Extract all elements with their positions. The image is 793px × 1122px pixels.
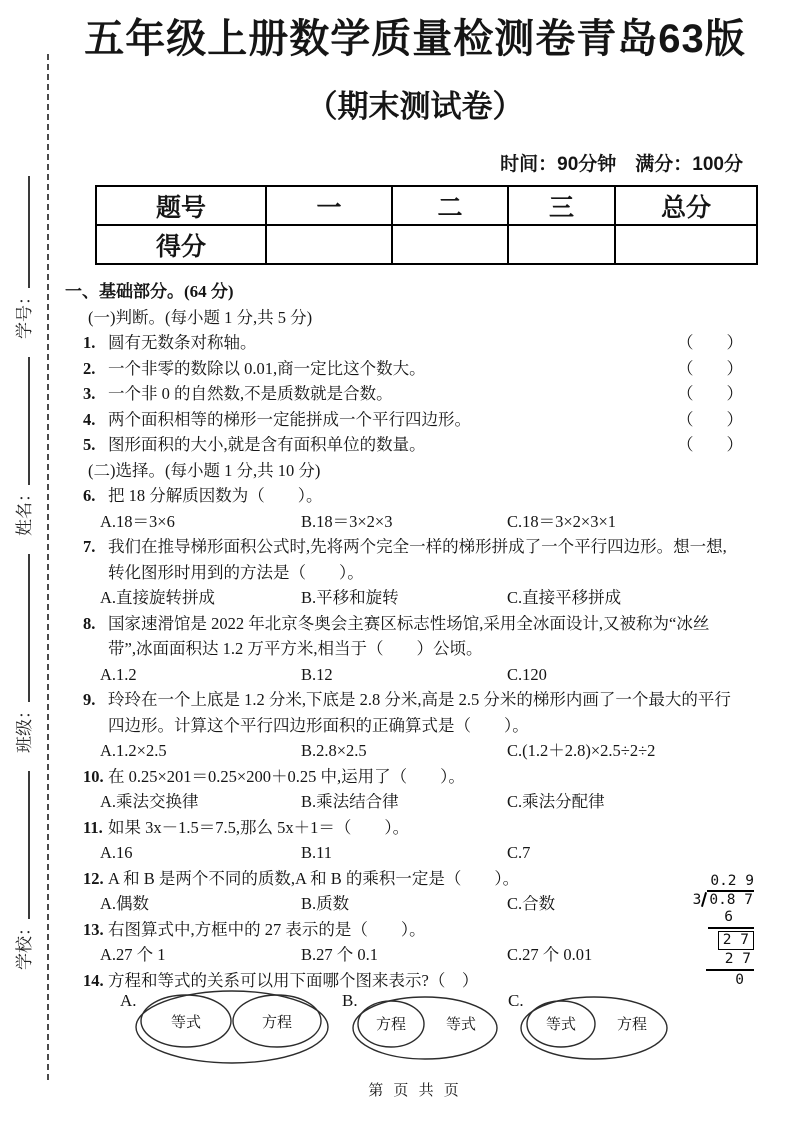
question-number: 2. xyxy=(83,358,96,378)
option-a: A.16 xyxy=(100,843,133,862)
option-b: B.12 xyxy=(301,664,333,684)
judge-section-heading: (一)判断。(每小题 1 分,共 5 分) xyxy=(88,307,313,327)
question-9 xyxy=(65,687,765,713)
venn-diagram-b xyxy=(350,995,500,1061)
question-9-line2: 四边形。计算这个平行四边形面积的正确算式是（ ）。 xyxy=(108,715,529,735)
question-text: 玲玲在一个上底是 1.2 分米,下底是 2.8 分米,高是 2.5 分米的梯形内画了一个最大的平行 xyxy=(108,690,731,709)
question-text: 圆有无数条对称轴。 xyxy=(108,333,257,352)
option-b: B.质数 xyxy=(301,894,350,913)
option-a: A.27 个 1 xyxy=(100,945,166,964)
question-number: 3. xyxy=(83,384,96,403)
question-number: 1. xyxy=(83,333,96,352)
score-header-cell: 二 xyxy=(392,186,508,225)
paper-subtitle: （期末测试卷） xyxy=(306,89,524,124)
question-number: 7. xyxy=(83,537,96,556)
name-field-blank xyxy=(13,357,30,485)
part1-heading: 一、基础部分。(64 分) xyxy=(65,282,234,301)
question-number: 6. xyxy=(83,486,96,505)
question-13 xyxy=(65,917,765,943)
option-a: A.偶数 xyxy=(100,894,150,913)
score-header-cell: 一 xyxy=(266,186,392,225)
question-text: 如果 3x－1.5＝7.5,那么 5x＋1＝（ ）。 xyxy=(108,817,410,837)
division-boxed-digits: 2 7 xyxy=(718,931,754,950)
division-quotient: 0.2 9 xyxy=(710,873,754,889)
question-12 xyxy=(65,866,765,892)
question-number: 10. xyxy=(83,766,104,786)
venn-diagram-a xyxy=(133,989,331,1065)
question-number: 13. xyxy=(83,919,104,939)
question-number: 4. xyxy=(83,409,96,429)
option-a: A.直接旋转拼成 xyxy=(100,588,216,607)
venn-b-inner-text: 方程 xyxy=(375,1017,407,1033)
division-step-2: 2 7 xyxy=(724,951,751,967)
division-rule-2 xyxy=(706,969,754,971)
school-field-label: 学校： xyxy=(15,919,34,970)
question-number: 9. xyxy=(83,690,96,709)
question-11-options xyxy=(65,840,765,866)
student-id-field-blank xyxy=(13,176,30,288)
option-a: A.18＝3×6 xyxy=(100,511,175,531)
question-text: 图形面积的大小,就是含有面积单位的数量。 xyxy=(108,435,426,454)
paper-content xyxy=(65,0,765,1065)
venn-option-c-label: C. xyxy=(508,991,524,1010)
venn-c-inner-text: 等式 xyxy=(545,1017,577,1033)
option-b: B.27 个 0.1 xyxy=(301,945,379,964)
question-9-options xyxy=(65,738,765,764)
question-text: A 和 B 是两个不同的质数,A 和 B 的乘积一定是（ ）。 xyxy=(108,868,520,888)
question-text: 两个面积相等的梯形一定能拼成一个平行四边形。 xyxy=(108,409,471,429)
question-6-options xyxy=(65,509,765,535)
long-division-figure xyxy=(684,873,754,989)
student-info-fields xyxy=(10,50,35,970)
option-b: B.平移和旋转 xyxy=(301,588,399,607)
student-id-field-label: 学号： xyxy=(15,288,34,339)
judge-item-2 xyxy=(65,356,765,382)
venn-a-outer-ellipse xyxy=(136,991,328,1063)
answer-blank: （ ） xyxy=(677,384,743,403)
question-11 xyxy=(65,815,765,841)
class-field-blank xyxy=(13,554,30,702)
option-b: B.11 xyxy=(301,843,333,862)
score-header-cell: 题号 xyxy=(96,186,266,225)
judge-item-1 xyxy=(65,330,765,356)
question-text: 一个非零的数除以 0.01,商一定比这个数大。 xyxy=(108,358,426,378)
paper-title: 五年级上册数学质量检测卷青岛63版 xyxy=(84,17,746,61)
exam-meta: 时间：90分钟 满分：100分 xyxy=(500,154,743,175)
option-c: C.7 xyxy=(507,843,531,862)
score-table-header-row xyxy=(96,186,757,225)
option-c: C.合数 xyxy=(507,894,556,913)
score-cell-empty xyxy=(615,225,757,264)
question-10-options xyxy=(65,789,765,815)
question-number: 12. xyxy=(83,868,104,888)
option-c: C.27 个 0.01 xyxy=(507,945,593,964)
question-7 xyxy=(65,534,765,560)
division-rule-1 xyxy=(708,927,754,929)
answer-blank: （ ） xyxy=(677,333,743,352)
question-text: 把 18 分解质因数为（ ）。 xyxy=(108,486,323,505)
score-cell-empty xyxy=(266,225,392,264)
question-number: 5. xyxy=(83,435,96,454)
venn-option-a-label: A. xyxy=(120,991,137,1010)
score-table-score-row xyxy=(96,225,757,264)
answer-blank: （ ） xyxy=(677,409,743,429)
option-a: A.乘法交换律 xyxy=(100,792,199,811)
question-text: 我们在推导梯形面积公式时,先将两个完全一样的梯形拼成了一个平行四边形。想一想, xyxy=(108,537,727,556)
question-body xyxy=(65,279,765,1065)
score-row-label: 得分 xyxy=(96,225,266,264)
choice-section-heading: (二)选择。(每小题 1 分,共 10 分) xyxy=(88,460,321,480)
question-13-options xyxy=(65,942,765,968)
binding-dashed-line xyxy=(47,54,49,1080)
venn-diagram-c xyxy=(518,995,670,1061)
school-field-blank xyxy=(13,771,30,919)
score-table xyxy=(95,185,758,265)
question-6 xyxy=(65,483,765,509)
question-8-line2: 带”,冰面面积达 1.2 万平方米,相当于（ ）公顷。 xyxy=(108,639,483,658)
question-number: 14. xyxy=(83,970,104,990)
class-field-label: 班级： xyxy=(15,702,34,753)
division-step-1: 6 xyxy=(724,909,733,925)
question-7-options xyxy=(65,585,765,611)
division-boxed-row xyxy=(684,930,754,951)
venn-b-outer-text: 等式 xyxy=(445,1017,477,1033)
answer-blank: （ ） xyxy=(677,435,743,454)
option-c: C.18＝3×2×3×1 xyxy=(507,511,617,531)
judge-item-5 xyxy=(65,432,765,458)
question-7-line2: 转化图形时用到的方法是（ ）。 xyxy=(108,562,364,582)
question-number: 8. xyxy=(83,613,96,633)
venn-a-right-text: 方程 xyxy=(261,1015,293,1031)
question-8-options xyxy=(65,662,765,688)
option-a: A.1.2 xyxy=(100,664,137,684)
answer-blank: （ ） xyxy=(677,358,743,378)
question-text: 右图算式中,方框中的 27 表示的是（ ）。 xyxy=(108,919,426,939)
option-a: A.1.2×2.5 xyxy=(100,741,167,760)
question-10 xyxy=(65,764,765,790)
judge-item-4 xyxy=(65,407,765,433)
score-header-cell: 总分 xyxy=(615,186,757,225)
question-text: 在 0.25×201＝0.25×200＋0.25 中,运用了（ ）。 xyxy=(108,766,465,786)
option-c: C.120 xyxy=(507,664,547,684)
division-divisor-dividend-row xyxy=(684,890,754,909)
option-c: C.乘法分配律 xyxy=(507,792,605,811)
venn-a-left-text: 等式 xyxy=(170,1015,202,1031)
option-b: B.2.8×2.5 xyxy=(301,741,367,760)
division-dividend: 0.8 7 xyxy=(709,892,753,908)
question-number: 11. xyxy=(83,817,103,837)
venn-c-outer-text: 方程 xyxy=(616,1017,648,1033)
name-field-label: 姓名： xyxy=(15,485,34,536)
page-footer: 第 页 共 页 xyxy=(368,1082,462,1099)
option-b: B.乘法结合律 xyxy=(301,792,399,811)
judge-item-3 xyxy=(65,381,765,407)
option-b: B.18＝3×2×3 xyxy=(301,511,393,531)
option-c: C.(1.2＋2.8)×2.5÷2÷2 xyxy=(507,741,656,760)
question-8 xyxy=(65,611,765,637)
question-14-diagrams xyxy=(65,987,765,1065)
division-divisor: 3 xyxy=(692,892,702,908)
question-text: 国家速滑馆是 2022 年北京冬奥会主赛区标志性场馆,采用全冰面设计,又被称为“冰丝 xyxy=(108,613,710,633)
division-remainder: 0 xyxy=(735,972,744,988)
option-c: C.直接平移拼成 xyxy=(507,588,622,607)
question-12-options xyxy=(65,891,765,917)
question-text: 一个非 0 的自然数,不是质数就是合数。 xyxy=(108,384,393,403)
score-cell-empty xyxy=(392,225,508,264)
score-cell-empty xyxy=(508,225,615,264)
question-text: 方程和等式的关系可以用下面哪个图来表示?（ ） xyxy=(108,970,479,990)
score-header-cell: 三 xyxy=(508,186,615,225)
venn-option-b-label: B. xyxy=(342,991,358,1010)
